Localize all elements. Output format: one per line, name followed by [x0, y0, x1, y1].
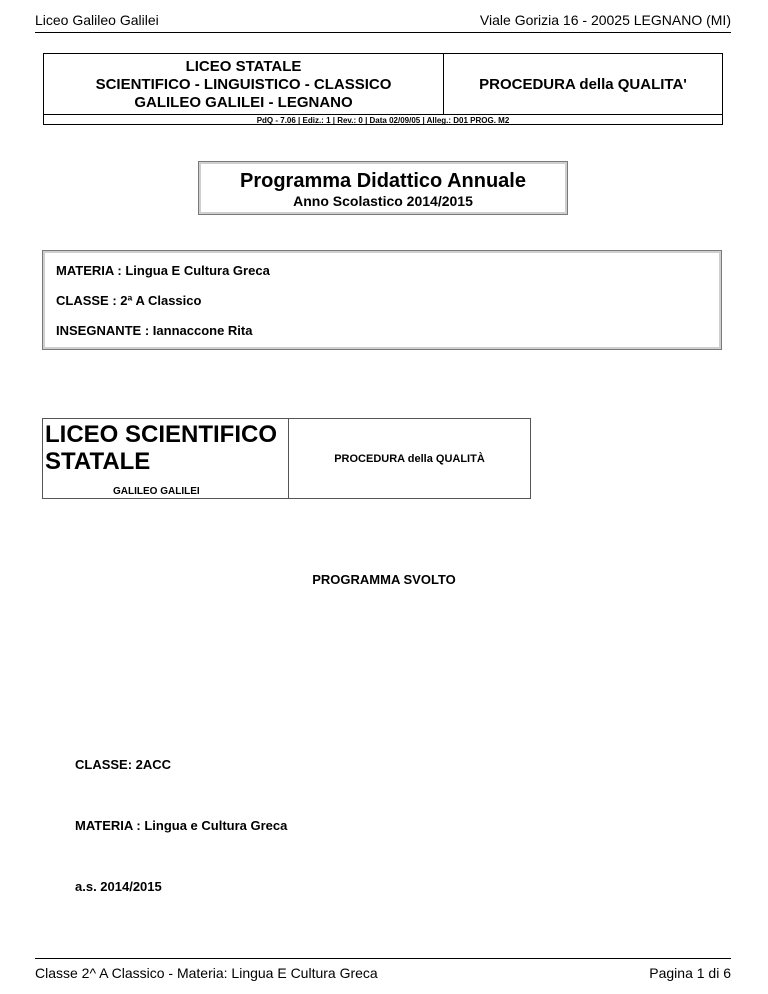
school-title-line-1: LICEO STATALE	[185, 58, 302, 75]
body-classe: CLASSE: 2ACC	[75, 757, 172, 772]
program-title-box	[198, 161, 568, 215]
procedure-cell: PROCEDURA della QUALITA'	[479, 75, 687, 93]
second-header-title-line-1: LICEO SCIENTIFICO	[45, 421, 278, 448]
page-footer	[35, 958, 731, 983]
second-header-school-cell	[43, 419, 289, 498]
second-header-title-line-2: STATALE	[45, 448, 151, 475]
header-address: Viale Gorizia 16 - 20025 LEGNANO (MI)	[479, 12, 731, 28]
school-title-line-2: SCIENTIFICO - LINGUISTICO - CLASSICO	[95, 76, 392, 93]
course-info-box	[42, 250, 722, 350]
second-header-school-name: GALILEO GALILEI	[113, 486, 200, 497]
running-header	[35, 10, 731, 33]
info-materia: MATERIA : Lingua E Cultura Greca	[56, 263, 270, 278]
program-done-heading: PROGRAMMA SVOLTO	[312, 572, 456, 587]
body-school-year: a.s. 2014/2015	[75, 879, 162, 894]
footer-class-subject: Classe 2^ A Classico - Materia: Lingua E Cultura Greca	[35, 965, 378, 981]
program-school-year: Anno Scolastico 2014/2015	[293, 193, 473, 209]
header-school-name: Liceo Galileo Galilei	[35, 12, 159, 28]
school-title-cell	[44, 54, 444, 114]
second-header-title	[45, 421, 277, 475]
footer-page-number: Pagina 1 di 6	[649, 965, 731, 981]
second-header-table	[42, 418, 531, 499]
program-title: Programma Didattico Annuale	[240, 170, 526, 192]
body-materia: MATERIA : Lingua e Cultura Greca	[75, 818, 288, 833]
document-meta-row: PdQ - 7.06 | Ediz.: 1 | Rev.: 0 | Data 02/09/05 | Alleg.: D01 PROG. M2	[44, 114, 722, 126]
quality-header-table	[43, 53, 723, 125]
second-header-procedure: PROCEDURA della QUALITÀ	[334, 452, 485, 465]
info-classe: CLASSE : 2ª A Classico	[56, 293, 202, 308]
info-insegnante: INSEGNANTE : Iannaccone Rita	[56, 323, 253, 338]
school-title-line-3: GALILEO GALILEI - LEGNANO	[134, 94, 353, 111]
